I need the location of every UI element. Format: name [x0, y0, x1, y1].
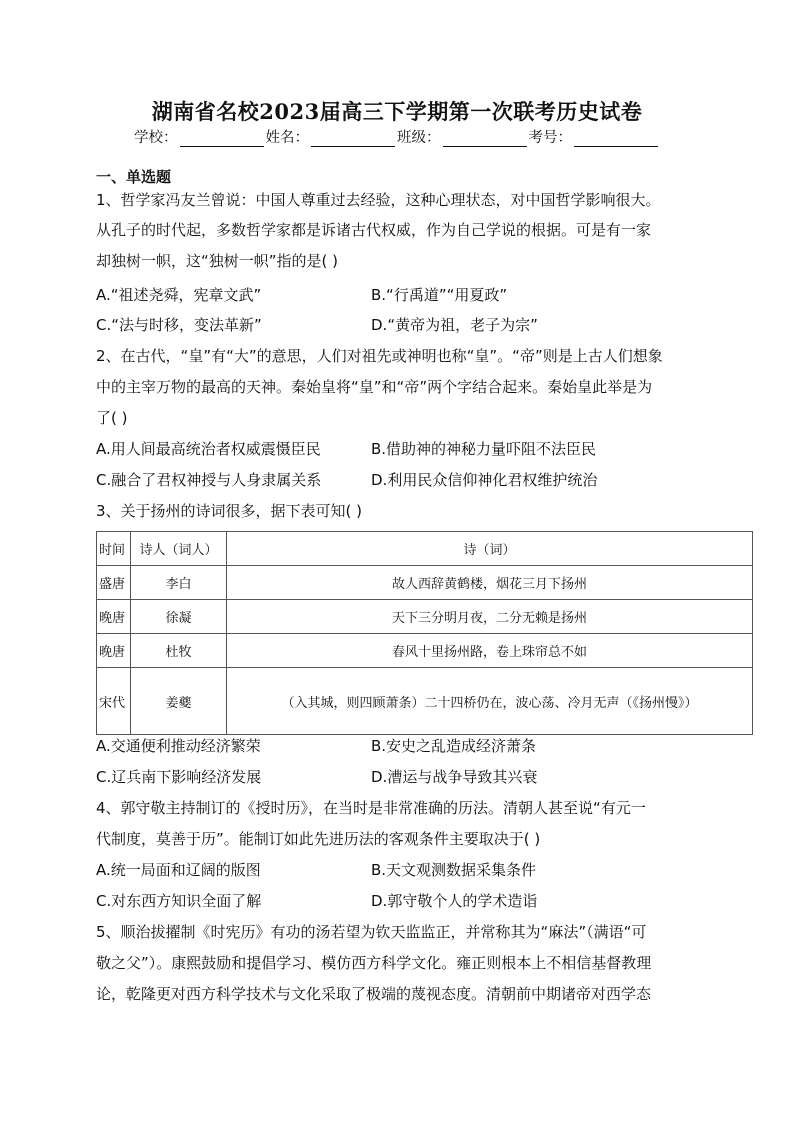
q5-line: 5、顺治拔擢制《时宪历》有功的汤若望为钦天监监正，并常称其为“麻法”（满语“可 — [96, 923, 647, 941]
q2-line: 了( ) — [96, 409, 128, 427]
cell-time: 宋代 — [97, 668, 131, 735]
school-blank[interactable] — [180, 132, 264, 147]
cell-poem: （入其城，则四顾萧条）二十四桥仍在，波心荡、冷月无声（《扬州慢》） — [227, 668, 753, 735]
q1-line: 1、哲学家冯友兰曾说：中国人尊重过去经验，这种心理状态，对中国哲学影响很大。 — [96, 191, 661, 209]
cell-time: 晚唐 — [97, 600, 131, 634]
cell-time: 晚唐 — [97, 634, 131, 668]
q1-option-b[interactable]: B.“行禹道”“用夏政” — [371, 286, 508, 304]
cell-poem: 春风十里扬州路，卷上珠帘总不如 — [227, 634, 753, 668]
q1-line: 却独树一帜，这“独树一帜”指的是( ) — [96, 252, 339, 270]
q1-option-d[interactable]: D.“黄帝为祖，老子为宗” — [371, 316, 538, 334]
exam-title: 湖南省名校2023届高三下学期第一次联考历史试卷 — [151, 99, 643, 124]
q1-option-a[interactable]: A.“祖述尧舜，宪章文武” — [96, 286, 262, 304]
q2-option-a[interactable]: A.用人间最高统治者权威震慑臣民 — [96, 440, 321, 458]
name-label: 姓名： — [265, 130, 309, 146]
cell-poem: 天下三分明月夜，二分无赖是扬州 — [227, 600, 753, 634]
header-time: 时间 — [97, 532, 131, 566]
q4-line: 代制度，莫善于历”。能制订如此先进历法的客观条件主要取决于( ) — [96, 830, 541, 848]
table-row — [97, 566, 753, 600]
header-poet: 诗人（词人） — [131, 532, 227, 566]
q1-line: 从孔子的时代起，多数哲学家都是诉诸古代权威，作为自己学说的根据。可是有一家 — [96, 221, 652, 239]
q2-option-c[interactable]: C.融合了君权神授与人身隶属关系 — [96, 471, 322, 489]
q2-option-d[interactable]: D.利用民众信仰神化君权维护统治 — [371, 471, 598, 489]
q4-option-b[interactable]: B.天文观测数据采集条件 — [371, 861, 537, 879]
q4-line: 4、郭守敬主持制订的《授时历》，在当时是非常准确的历法。清朝人甚至说“有元一 — [96, 799, 646, 817]
q2-option-b[interactable]: B.借助神的神秘力量吓阻不法臣民 — [371, 440, 597, 458]
q5-line: 敬之父”）。康熙鼓励和提倡学习、模仿西方科学文化。雍正则根本上不相信基督教理 — [96, 954, 652, 972]
poem-table — [96, 531, 753, 735]
q5-line: 论，乾隆更对西方科学技术与文化采取了极端的蔑视态度。清朝前中期诸帝对西学态 — [96, 985, 652, 1003]
cell-poet: 徐凝 — [131, 600, 227, 634]
table-row — [97, 634, 753, 668]
table-row — [97, 668, 753, 735]
cell-poet: 姜夔 — [131, 668, 227, 735]
school-label: 学校： — [134, 130, 178, 146]
q4-option-c[interactable]: C.对东西方知识全面了解 — [96, 892, 262, 910]
q3-stem: 3、关于扬州的诗词很多，据下表可知( ) — [96, 502, 363, 520]
section-heading: 一、单选题 — [96, 168, 172, 186]
class-label: 班级： — [397, 130, 441, 146]
cell-poet: 李白 — [131, 566, 227, 600]
name-blank[interactable] — [311, 132, 395, 147]
class-blank[interactable] — [443, 132, 527, 147]
number-blank[interactable] — [574, 132, 658, 147]
q1-option-c[interactable]: C.“法与时移，变法革新” — [96, 316, 262, 334]
q2-line: 中的主宰万物的最高的天神。秦始皇将“皇”和“帝”两个字结合起来。秦始皇此举是为 — [96, 378, 653, 396]
number-label: 考号： — [528, 130, 572, 146]
header-poem: 诗（词） — [227, 532, 753, 566]
table-header-row — [97, 532, 753, 566]
q3-option-d[interactable]: D.漕运与战争导致其兴衰 — [371, 768, 538, 786]
q3-option-c[interactable]: C.辽兵南下影响经济发展 — [96, 768, 262, 786]
cell-poet: 杜牧 — [131, 634, 227, 668]
q4-option-d[interactable]: D.郭守敬个人的学术造诣 — [371, 892, 538, 910]
q3-option-a[interactable]: A.交通便利推动经济繁荣 — [96, 737, 261, 755]
table-row — [97, 600, 753, 634]
q2-line: 2、在古代，“皇”有“大”的意思，人们对祖先或神明也称“皇”。“帝”则是上古人们想象 — [96, 347, 663, 365]
q3-option-b[interactable]: B.安史之乱造成经济萧条 — [371, 737, 537, 755]
cell-time: 盛唐 — [97, 566, 131, 600]
student-info-row — [0, 126, 794, 147]
q4-option-a[interactable]: A.统一局面和辽阔的版图 — [96, 861, 261, 879]
cell-poem: 故人西辞黄鹤楼，烟花三月下扬州 — [227, 566, 753, 600]
